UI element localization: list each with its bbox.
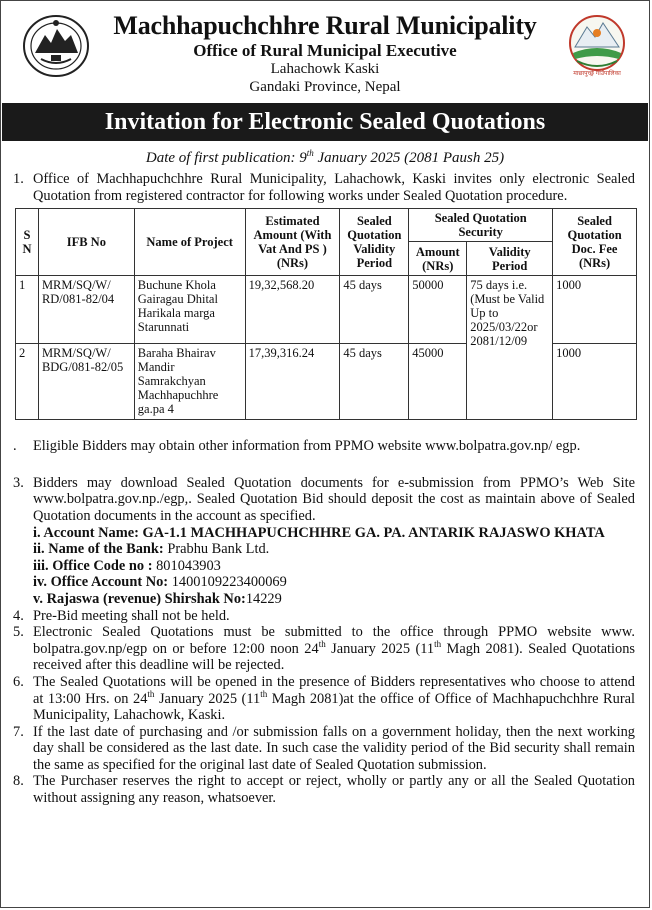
header	[1, 1, 649, 103]
address-line-2: Gandaki Province, Nepal	[249, 79, 401, 95]
clause-number: 6.	[13, 673, 24, 690]
works-table	[15, 208, 637, 420]
seal-text: माछापुच्छ्रे गाउँपालिका	[573, 70, 621, 77]
cell-sec-amount: 50000	[409, 276, 467, 344]
col-header-sn: S N	[16, 209, 39, 276]
clause-text: If the last date of purchasing and /or submission falls on a government holiday, then the next working day shall be considered as the last date. In such case the validity period of the Bid security shall remain the same as specified for the original last date of Sealed Quotation submission.	[33, 723, 635, 773]
clause-5	[1, 624, 649, 674]
cell-validity: 45 days	[340, 276, 409, 344]
clause-text: Office of Machhapuchchhre Rural Municipality, Lahachowk, Kaski invites only electronic Sealed Quotation from registered contractor for following works under Sealed Quotation procedure.	[33, 171, 635, 204]
clause-text: Pre-Bid meeting shall not be held.	[33, 607, 230, 624]
cell-amount: 19,32,568.20	[245, 276, 340, 344]
col-header-validity: Sealed Quotation Validity Period	[340, 209, 409, 276]
clause-number: .	[13, 438, 17, 455]
office-name: Office of Rural Municipal Executive	[193, 41, 457, 60]
col-header-fee: Sealed Quotation Doc. Fee (NRs)	[553, 209, 637, 276]
address-line-1: Lahachowk Kaski	[270, 61, 380, 77]
col-header-ifb: IFB No	[38, 209, 134, 276]
cell-sec-validity: 75 days i.e. (Must be Valid Up to 2025/03/22or 2081/12/09	[467, 276, 553, 420]
cell-fee: 1000	[553, 344, 637, 420]
clause-8	[1, 773, 649, 806]
table-row	[16, 276, 637, 344]
cell-sn: 1	[16, 276, 39, 344]
col-header-sec-validity: Validity Period	[467, 242, 553, 276]
cell-amount: 17,39,316.24	[245, 344, 340, 420]
cell-fee: 1000	[553, 276, 637, 344]
clause-text: The Purchaser reserves the right to accept or reject, wholly or partly any or all the Sealed Quotation without assigning any reason, whatsoever.	[33, 773, 635, 807]
clause-text: Eligible Bidders may obtain other information from PPMO website www.bolpatra.gov.np/ egp.	[33, 438, 581, 455]
cell-sn: 2	[16, 344, 39, 420]
municipality-title: Machhapuchchhre Rural Municipality	[113, 11, 537, 40]
clause-number: 1.	[13, 171, 24, 187]
account-number-line: iv. Office Account No: 1400109223400069	[33, 574, 287, 591]
clause-3	[1, 475, 649, 608]
account-name-line: i. Account Name: GA-1.1 MACHHAPUCHCHHRE GA. PA. ANTARIK RAJASWO KHATA	[33, 524, 605, 541]
col-header-project: Name of Project	[134, 209, 245, 276]
col-header-amount: Estimated Amount (With Vat And PS ) (NRs)	[245, 209, 340, 276]
municipality-seal-icon	[561, 13, 633, 77]
clause-7	[1, 724, 649, 774]
clause-text: The Sealed Quotations will be opened in the presence of Bidders representatives who choose to attend at 13:00 Hrs. on 24th January 2025 (11th Magh 2081)at the office of Office of Machhapuchchhre Rural Municipality, Lahachowk, Kaski.	[33, 673, 635, 724]
clause-text: Bidders may download Sealed Quotation documents for e-submission from PPMO’s Web Site www.bolpatra.gov.np./egp,. Sealed Quotation Bid should deposit the cost as maintain above of Sealed Quotation documents in the account as specified.	[33, 474, 635, 524]
cell-project: Baraha Bhairav Mandir Samrakchyan Machhapuchhre ga.pa 4	[134, 344, 245, 420]
notice-banner: Invitation for Electronic Sealed Quotations	[2, 103, 648, 141]
cell-project: Buchune Khola Gairagau Dhital Harikala marga Starunnati	[134, 276, 245, 344]
clause-2	[1, 438, 649, 455]
cell-sec-amount: 45000	[409, 344, 467, 420]
cell-ifb: MRM/SQ/W/ RD/081-82/04	[38, 276, 134, 344]
clause-6	[1, 674, 649, 724]
clause-number: 5.	[13, 624, 24, 641]
clause-number: 4.	[13, 607, 24, 624]
cell-validity: 45 days	[340, 344, 409, 420]
col-header-sec-amount: Amount (NRs)	[409, 242, 467, 276]
office-code-line: iii. Office Code no : 801043903	[33, 557, 221, 574]
col-header-security: Sealed Quotation Security	[409, 209, 553, 242]
revenue-line: v. Rajaswa (revenue) Shirshak No:14229	[33, 590, 282, 607]
clause-number: 8.	[13, 773, 24, 790]
cell-ifb: MRM/SQ/W/ BDG/081-82/05	[38, 344, 134, 420]
publication-date: Date of first publication: 9th January 2025 (2081 Paush 25)	[145, 148, 505, 166]
clause-text: Electronic Sealed Quotations must be submitted to the office through PPMO website www. bolpatra.gov.np/egp on or before 12:00 noon 24th January 2025 (11th Magh 2081). Sealed Quotations received after this deadline will be rejected.	[33, 624, 636, 674]
clause-number: 7.	[13, 723, 24, 740]
clause-4	[1, 608, 649, 625]
clause-1	[1, 171, 649, 204]
clause-number: 3.	[13, 474, 24, 491]
nepal-emblem-icon	[21, 13, 91, 79]
bank-name-line: ii. Name of the Bank: Prabhu Bank Ltd.	[33, 541, 270, 558]
